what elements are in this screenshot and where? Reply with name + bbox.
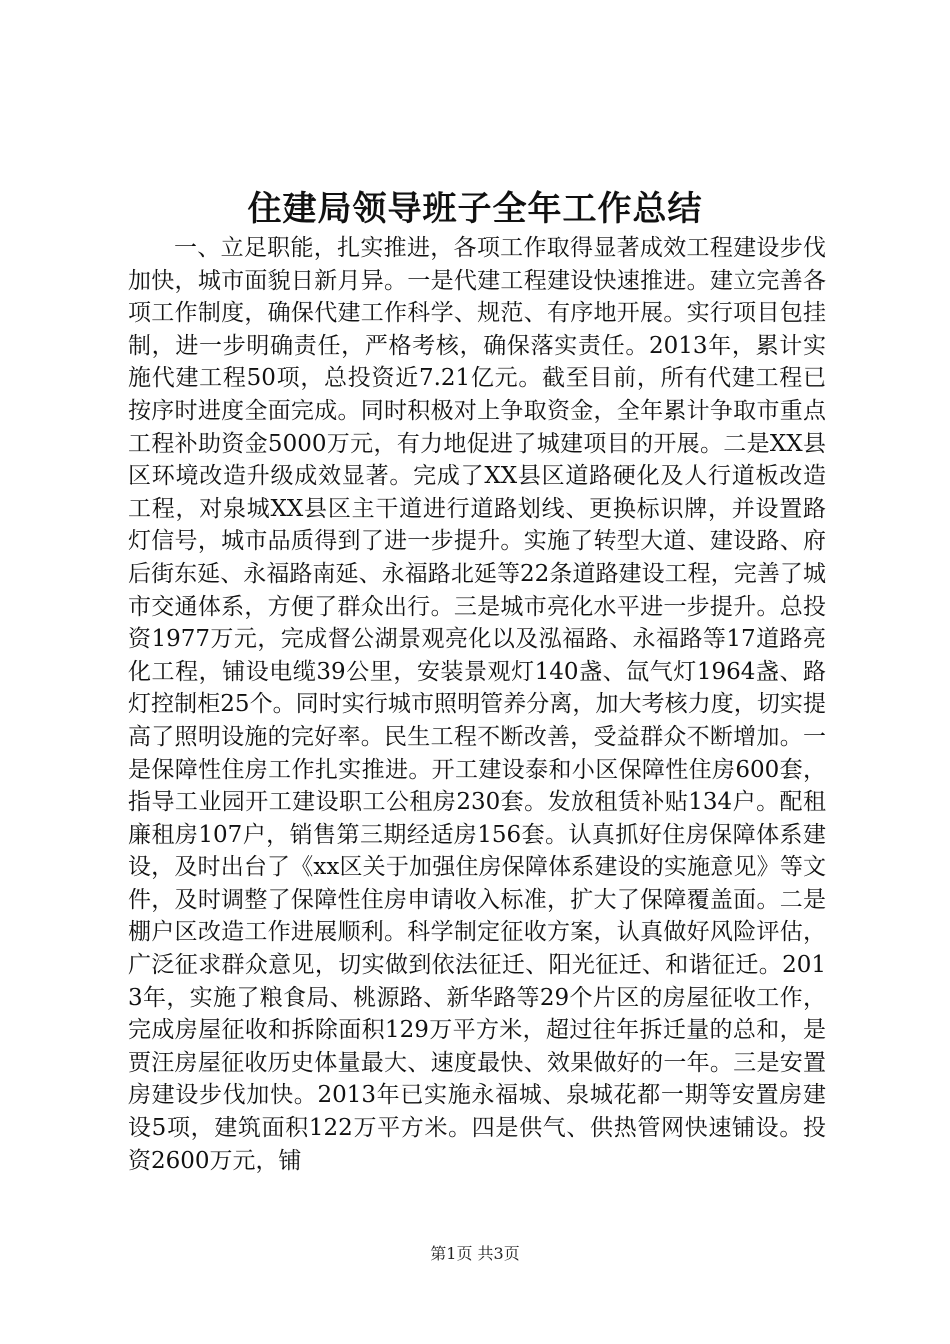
document-title: 住建局领导班子全年工作总结 xyxy=(247,189,703,229)
document-body: 一、立足职能，扎实推进，各项工作取得显著成效工程建设步伐加快，城市面貌日新月异。一是代建工程建设快速推进。建立完善各项工作制度，确保代建工作科学、规范、有序地开展。实行项目包挂制，进一步明确责任，严格考核，确保落实责任。2013年，累计实施代建工程50项，总投资近7.21亿元。截至目前，所有代建工程已按序时进度全面完成。同时积极对上争取资金，全年累计争取市重点工程补助资金5000万元，有力地促进了城建项目的开展。二是XX县区环境改造升级成效显著。完成了XX县区道路硬化及人行道板改造工程，对泉城XX县区主干道进行道路划线、更换标识牌，并设置路灯信号，城市品质得到了进一步提升。实施了转型大道、建设路、府后街东延、永福路南延、永福路北延等22条道路建设工程，完善了城市交通体系，方便了群众出行。三是城市亮化水平进一步提升。总投资1977万元，完成督公湖景观亮化以及泓福路、永福路等17道路亮化工程，铺设电缆39公里，安装景观灯140盏、氙气灯1964盏、路灯控制柜25个。同时实行城市照明管养分离，加大考核力度，切实提高了照明设施的完好率。民生工程不断改善，受益群众不断增加。一是保障性住房工作扎实推进。开工建设泰和小区保障性住房600套，指导工业园开工建设职工公租房230套。发放租赁补贴134户。配租廉租房107户，销售第三期经适房156套。认真抓好住房保障体系建设，及时出台了《xx区关于加强住房保障体系建设的实施意见》等文件，及时调整了保障性住房申请收入标准，扩大了保障覆盖面。二是棚户区改造工作进展顺利。科学制定征收方案，认真做好风险评估，广泛征求群众意见，切实做到依法征迁、阳光征迁、和谐征迁。2013年，实施了粮食局、桃源路、新华路等29个片区的房屋征收工作，完成房屋征收和拆除面积129万平方米，超过往年拆迁量的总和，是贾汪房屋征收历史体量最大、速度最快、效果做好的一年。三是安置房建设步伐加快。2013年已实施永福城、泉城花都一期等安置房建设5项，建筑面积122万平方米。四是供气、供热管网快速铺设。投资2600万元，铺 xyxy=(128,235,826,1174)
page-footer: 第1页 共3页 xyxy=(430,1244,520,1263)
